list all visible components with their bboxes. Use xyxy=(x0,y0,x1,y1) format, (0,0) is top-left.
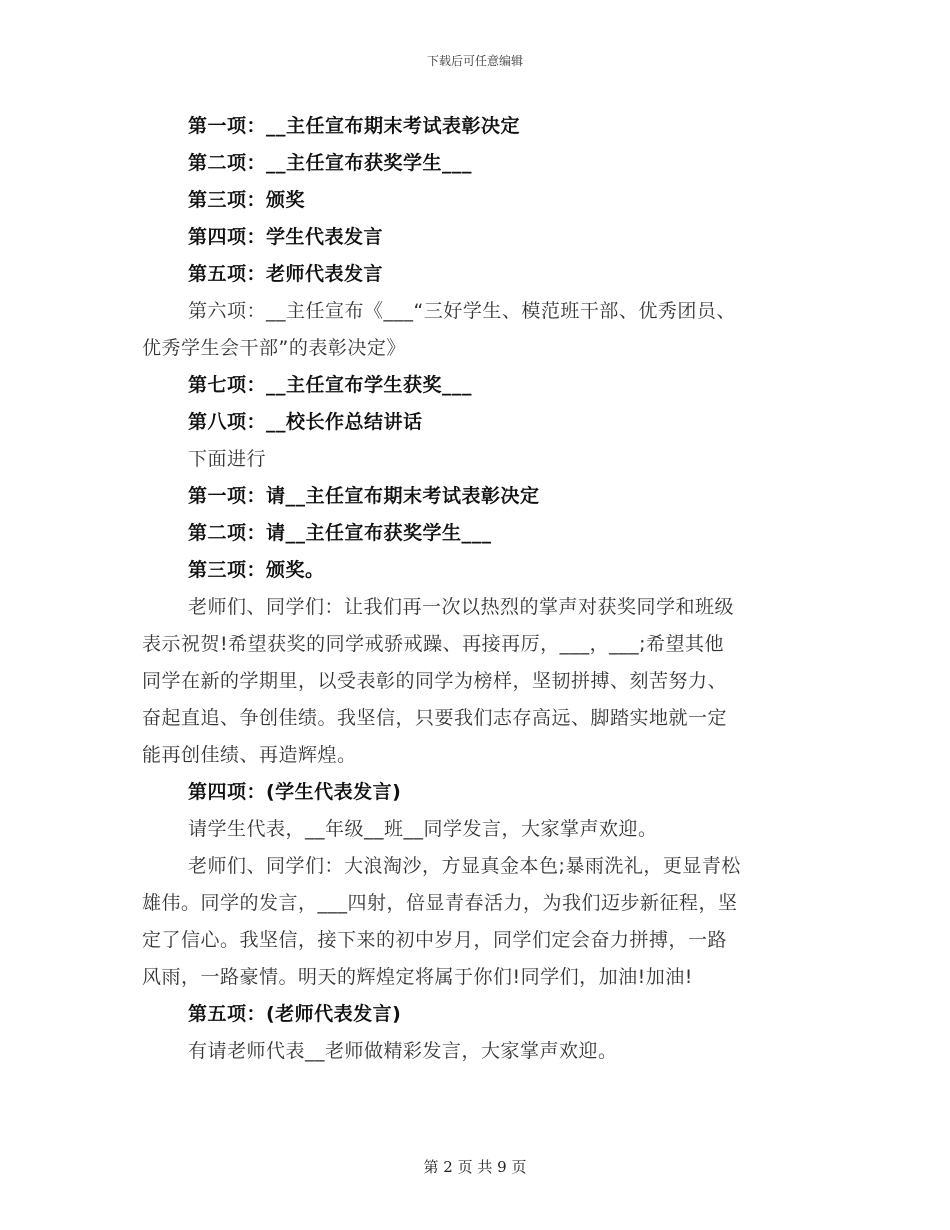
text-line: 第六项：__主任宣布《___“三好学生、模范班干部、优秀团员、 xyxy=(188,300,736,322)
text-line: 第五项：(老师代表发言) xyxy=(188,1003,402,1025)
page-header: 下载后可任意编辑 xyxy=(426,54,523,68)
text-line: 老师们、同学们：让我们再一次以热烈的掌声对获奖同学和班级 xyxy=(188,596,735,618)
page-footer: 第 2 页 共 9 页 xyxy=(423,1158,527,1176)
text-line: 第四项：(学生代表发言) xyxy=(188,781,402,803)
text-line: 第二项：__主任宣布获奖学生___ xyxy=(188,152,473,174)
text-line: 风雨，一路豪情。明天的辉煌定将属于你们!同学们，加油!加油! xyxy=(142,966,693,988)
text-line: 雄伟。同学的发言，___四射，倍显青春活力，为我们迈步新征程，坚 xyxy=(142,892,738,914)
text-line: 请学生代表，__年级__班__同学发言，大家掌声欢迎。 xyxy=(188,818,658,840)
text-line: 第二项：请__主任宣布获奖学生___ xyxy=(188,522,492,544)
text-line: 第一项：__主任宣布期末考试表彰决定 xyxy=(188,115,521,137)
text-line: 第四项：学生代表发言 xyxy=(188,226,384,248)
text-line: 老师们、同学们：大浪淘沙，方显真金本色;暴雨洗礼，更显青松 xyxy=(188,855,741,877)
document-body xyxy=(142,108,810,1070)
text-line: 第三项：颁奖。 xyxy=(188,559,325,581)
text-line: 第五项：老师代表发言 xyxy=(188,263,384,285)
text-line: 能再创佳绩、再造辉煌。 xyxy=(142,744,357,766)
text-line: 优秀学生会干部”的表彰决定》 xyxy=(142,337,406,359)
text-line: 第一项：请__主任宣布期末考试表彰决定 xyxy=(188,485,540,507)
text-line: 有请老师代表__老师做精彩发言，大家掌声欢迎。 xyxy=(188,1040,618,1062)
text-line: 定了信心。我坚信，接下来的初中岁月，同学们定会奋力拼搏，一路 xyxy=(142,929,728,951)
text-line: 表示祝贺!希望获奖的同学戒骄戒躁、再接再厉，___，___;希望其他 xyxy=(142,633,725,655)
text-line: 同学在新的学期里，以受表彰的同学为榜样，坚韧拼搏、刻苦努力、 xyxy=(142,670,728,692)
text-line: 第三项：颁奖 xyxy=(188,189,306,211)
text-line: 第七项：__主任宣布学生获奖___ xyxy=(188,374,473,396)
text-line: 下面进行 xyxy=(188,448,267,470)
text-line: 奋起直追、争创佳绩。我坚信，只要我们志存高远、脚踏实地就一定 xyxy=(142,707,728,729)
text-line: 第八项：__校长作总结讲话 xyxy=(188,411,423,433)
